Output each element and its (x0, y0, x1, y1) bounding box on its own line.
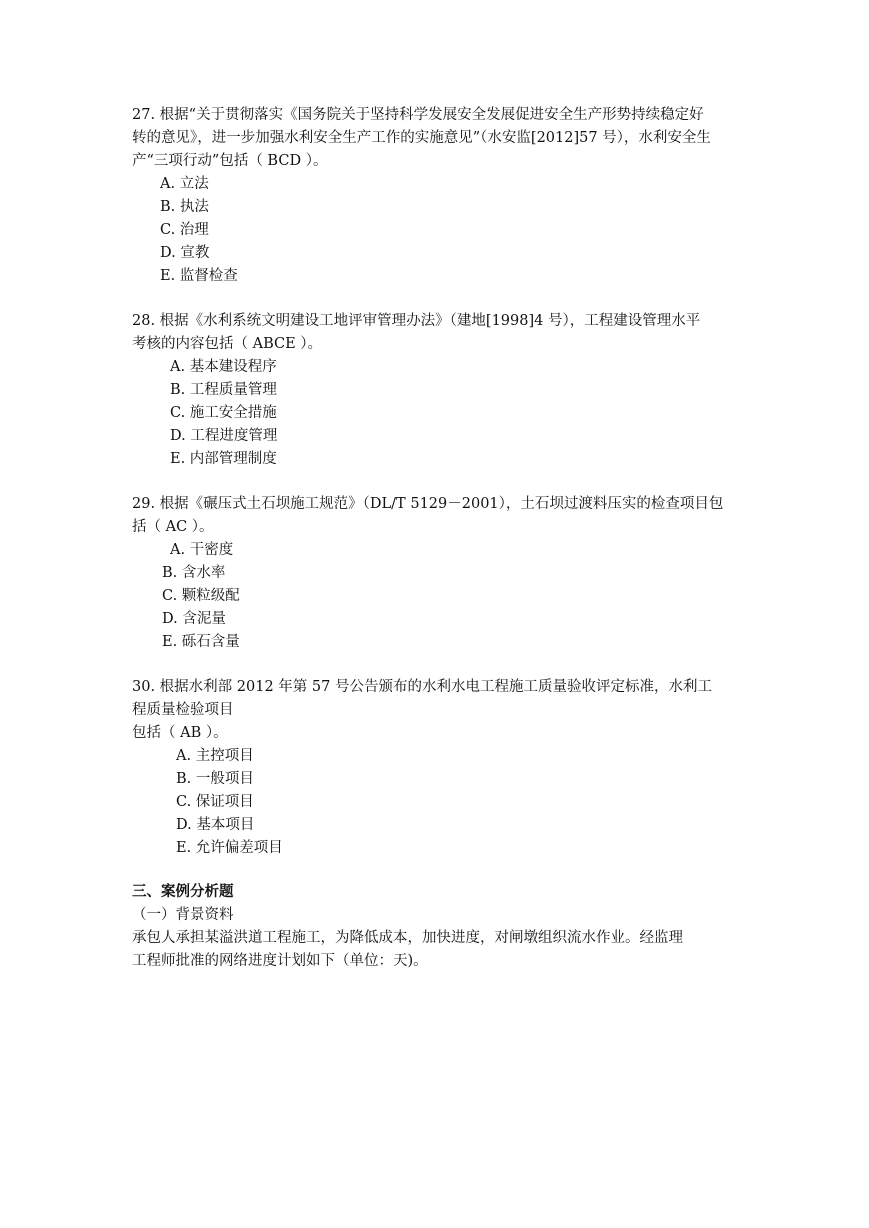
question-28-option-c: C. 施工安全措施 (170, 405, 277, 421)
question-30-option-a: A. 主控项目 (176, 748, 254, 764)
question-28-option-d: D. 工程进度管理 (170, 428, 278, 444)
section-body-line-2: 工程师批准的网络进度计划如下（单位：天)。 (132, 953, 428, 969)
question-28-option-b: B. 工程质量管理 (170, 382, 277, 398)
question-27-line-3: 产“三项行动”包括（ BCD ）。 (132, 153, 328, 169)
question-30-option-b: B. 一般项目 (176, 771, 254, 787)
section-title: 三、案例分析题 (132, 883, 234, 900)
question-29-line-1: 29. 根据《碾压式土石坝施工规范》（DL/T 5129－2001），土石坝过渡料压实的检查项目包 (132, 496, 724, 512)
question-28-option-a: A. 基本建设程序 (170, 359, 277, 375)
question-27-option-a: A. 立法 (160, 176, 209, 192)
question-27-line-1: 27. 根据“关于贯彻落实《国务院关于坚持科学发展安全发展促进安全生产形势持续稳定好 (132, 107, 704, 123)
question-30-option-e: E. 允许偏差项目 (176, 840, 283, 856)
question-28-line-2: 考核的内容包括（ ABCE ）。 (132, 336, 323, 352)
question-29-option-b: B. 含水率 (162, 565, 226, 581)
question-29-option-a: A. 干密度 (170, 542, 234, 558)
question-27-option-c: C. 治理 (160, 222, 209, 238)
question-29-option-e: E. 砾石含量 (162, 634, 240, 650)
question-30-line-1: 30. 根据水利部 2012 年第 57 号公告颁布的水利水电工程施工质量验收评定标准，水利工 (132, 679, 712, 695)
question-30-option-c: C. 保证项目 (176, 794, 254, 810)
question-27-line-2: 转的意见》，进一步加强水利安全生产工作的实施意见”（水安监[2012]57 号），水利安全生 (132, 130, 711, 146)
question-29-option-d: D. 含泥量 (162, 611, 226, 627)
section-body-line-1: 承包人承担某溢洪道工程施工，为降低成本，加快进度，对闸墩组织流水作业。经监理 (132, 930, 683, 946)
section-subtitle: （一）背景资料 (132, 907, 234, 923)
question-30-option-d: D. 基本项目 (176, 817, 255, 833)
question-29-option-c: C. 颗粒级配 (162, 588, 240, 604)
question-28-option-e: E. 内部管理制度 (170, 451, 277, 467)
question-29-line-2: 括（ AC ）。 (132, 519, 214, 535)
question-30-line-2: 程质量检验项目 (132, 702, 234, 718)
question-30-line-3: 包括（ AB ）。 (132, 725, 228, 741)
question-27-option-b: B. 执法 (160, 199, 209, 215)
question-27-option-d: D. 宣教 (160, 245, 210, 261)
question-27-option-e: E. 监督检查 (160, 268, 238, 284)
question-28-line-1: 28. 根据《水利系统文明建设工地评审管理办法》（建地[1998]4 号），工程建设管理水平 (132, 313, 701, 329)
